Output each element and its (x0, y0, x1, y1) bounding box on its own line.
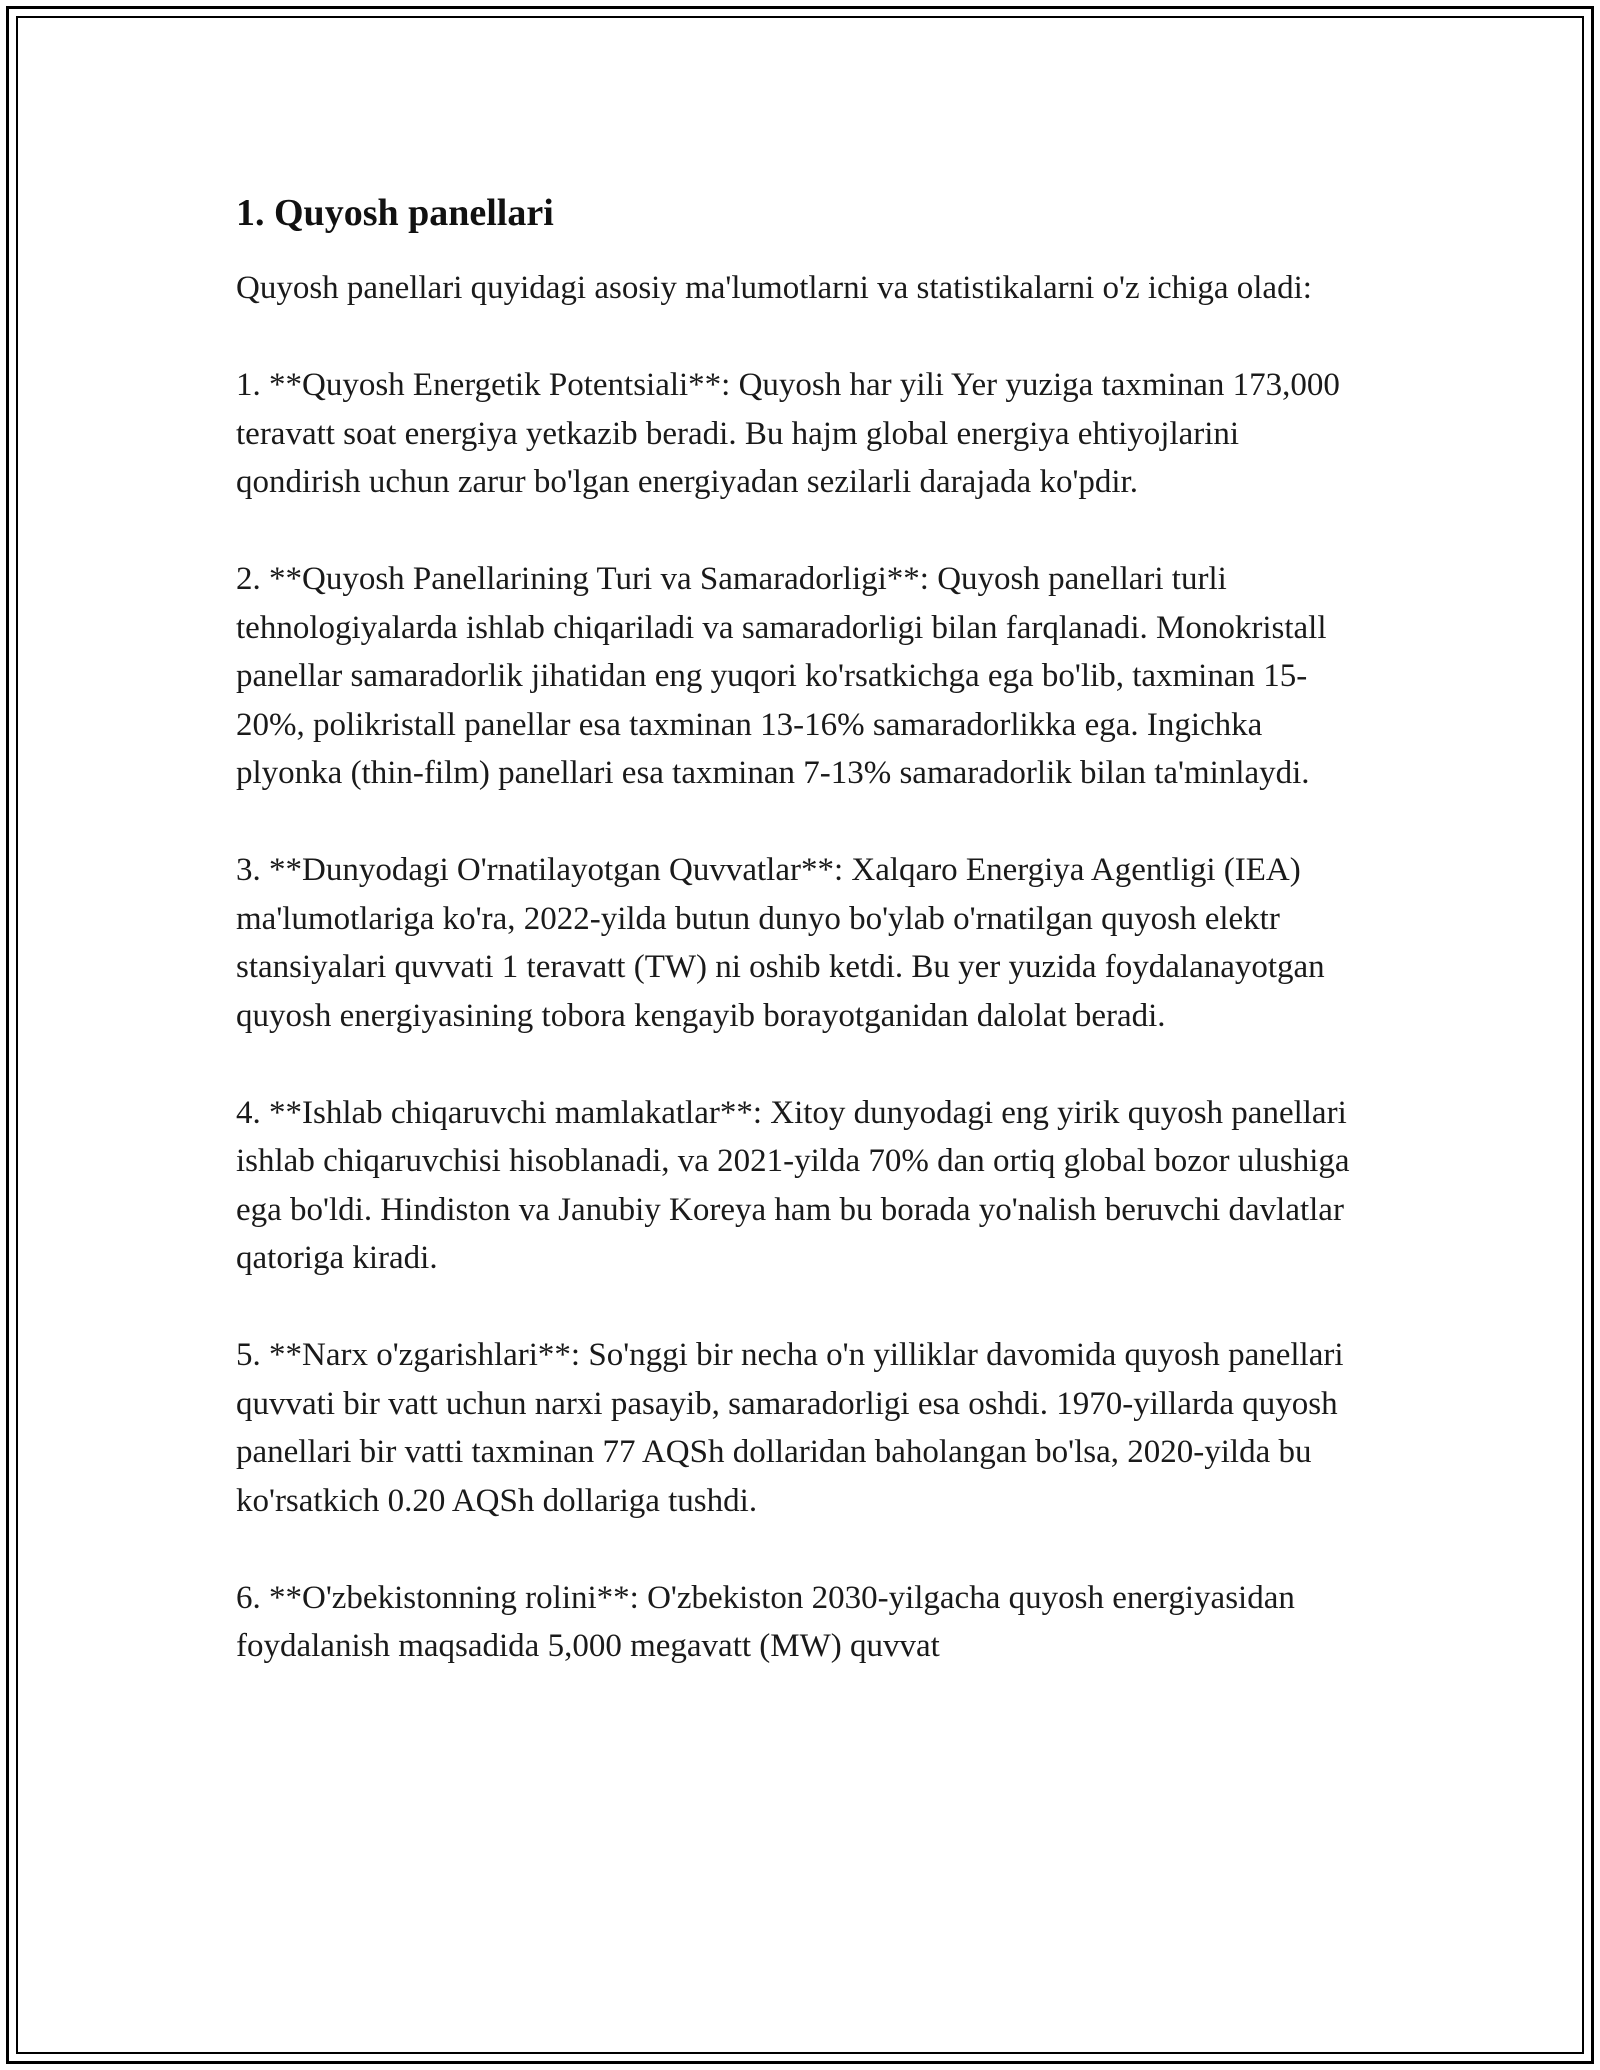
list-item-uzbekistan-role: 6. **O'zbekistonning rolini**: O'zbekiston 2030-yilgacha quyosh energiyasidan foydalanish maqsadida 5,000 megavatt (MW) quvvat (236, 1579, 1295, 1664)
intro-paragraph: Quyosh panellari quyidagi asosiy ma'lumotlarni va statistikalarni o'z ichiga oladi: (236, 270, 1312, 306)
list-item-installed-capacity: 3. **Dunyodagi O'rnatilayotgan Quvvatlar**: Xalqaro Energiya Agentligi (IEA) ma'lumotlariga ko'ra, 2022-yilda butun dunyo bo'ylab o'rnatilgan quyosh elektr stansiyalari quvvati 1 teravatt (TW) ni oshib ketdi. Bu yer yuzida foydalanayotgan quyosh energiyasining tobora kengayib borayotganidan dalolat beradi. (236, 852, 1325, 1034)
list-item-energy-potential: 1. **Quyosh Energetik Potentsiali**: Quyosh har yili Yer yuziga taxminan 173,000 teravatt soat energiya yetkazib beradi. Bu hajm global energiya ehtiyojlarini qondirish uchun zarur bo'lgan energiyadan sezilarli darajada ko'pdir. (236, 367, 1340, 500)
list-item-price-changes: 5. **Narx o'zgarishlari**: So'nggi bir necha o'n yilliklar davomida quyosh panellari quvvati bir vatt uchun narxi pasayib, samaradorligi esa oshdi. 1970-yillarda quyosh panellari bir vatti taxminan 77 AQSh dollaridan baholangan bo'lsa, 2020-yilda bu ko'rsatkich 0.20 AQSh dollariga tushdi. (236, 1337, 1344, 1519)
list-item-panel-types: 2. **Quyosh Panellarining Turi va Samaradorligi**: Quyosh panellari turli tehnologiyalarda ishlab chiqariladi va samaradorligi bilan farqlanadi. Monokristall panellar samaradorlik jihatidan eng yuqori ko'rsatkichga ega bo'lib, taxminan 15-20%, polikristall panellar esa taxminan 13-16% samaradorlikka ega. Ingichka plyonka (thin-film) panellari esa taxminan 7-13% samaradorlik bilan ta'minlaydi. (236, 561, 1327, 791)
document-body (236, 186, 1356, 1719)
section-heading: 1. Quyosh panellari (236, 192, 554, 234)
list-item-producing-countries: 4. **Ishlab chiqaruvchi mamlakatlar**: Xitoy dunyodagi eng yirik quyosh panellari ishlab chiqaruvchisi hisoblanadi, va 2021-yilda 70% dan ortiq global bozor ulushiga ega bo'ldi. Hindiston va Janubiy Koreya ham bu borada yo'nalish beruvchi davlatlar qatoriga kiradi. (236, 1094, 1350, 1276)
